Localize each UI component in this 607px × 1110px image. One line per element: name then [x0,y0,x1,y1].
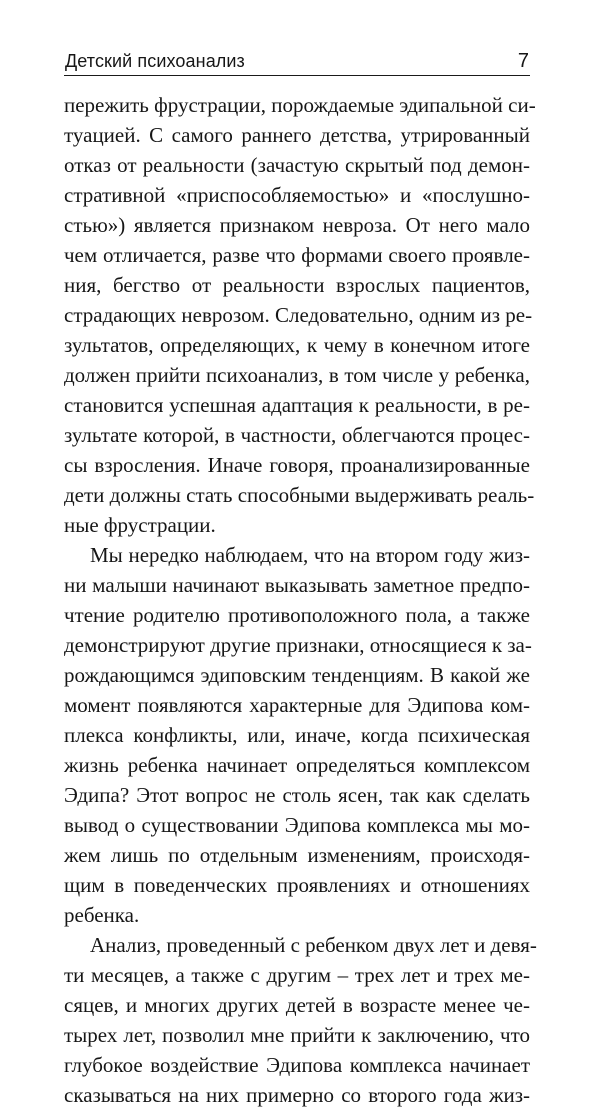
text-line: Анализ, проведенный с ребенком двух лет и девя- [90,933,537,957]
text-line: дети должны стать способными выдерживать реаль- [64,483,535,507]
text-line: туацией. С самого раннего детства, утрированный [64,123,530,147]
text-line: глубокое воздействие Эдипова комплекса начинает [64,1053,530,1077]
text-line: ния, бегство от реальности взрослых пациентов, [64,273,530,297]
text-line: стративной «приспособляемостью» и «послушно- [64,183,530,207]
text-line: тырех лет, позволил мне прийти к заключению, что [64,1023,530,1047]
text-line: ные фрустрации. [64,513,216,537]
paragraph [64,90,536,540]
text-line: щим в поведенческих проявлениях и отношениях [64,873,530,897]
text-line: рождающимся эдиповским тенденциям. В какой же [64,663,530,687]
text-line: зультате которой, в частности, облегчаются процес- [64,423,530,447]
text-line: плекса конфликты, или, иначе, когда психическая [64,723,530,747]
text-line: Эдипа? Этот вопрос не столь ясен, так как сделать [64,783,530,807]
text-line: чтение родителю противоположного пола, а также [64,603,530,627]
text-line: жизнь ребенка начинает определяться комплексом [64,753,530,777]
text-line: ребенка. [64,903,140,927]
text-line: пережить фрустрации, порождаемые эдипальной си- [64,93,536,117]
running-title: Детский психоанализ [65,51,245,71]
text-line: жем лишь по отдельным изменениям, происходя- [64,843,530,867]
text-line: момент появляются характерные для Эдипова ком- [64,693,530,717]
text-line: становится успешная адаптация к реальности, в ре- [64,393,530,417]
text-line: сы взросления. Иначе говоря, проанализированные [64,453,530,477]
text-line: ни малыши начинают выказывать заметное предпо- [64,573,530,597]
text-line: зультатов, определяющих, к чему в конечном итоге [64,333,530,357]
paragraph [64,930,537,1110]
text-line: отказ от реальности (зачастую скрытый под демон- [64,153,530,177]
page-number: 7 [517,50,529,72]
paragraph [64,540,530,930]
text-line: вывод о существовании Эдипова комплекса мы мо- [64,813,530,837]
text-line: страдающих неврозом. Следовательно, одним из ре- [64,303,533,327]
text-line: Мы нередко наблюдаем, что на втором году жиз- [90,543,530,567]
text-line: сказываться на них примерно со второго года жиз- [64,1083,530,1107]
text-line: ти месяцев, а также с другим – трех лет и трех ме- [64,963,530,987]
text-line: чем отличается, разве что формами своего проявле- [64,243,530,267]
text-line: должен прийти психоанализ, в том числе у ребенка, [64,363,530,387]
text-line: стью») является признаком невроза. От него мало [64,213,530,237]
text-line: сяцев, и многих других детей в возрасте менее че- [64,993,530,1017]
running-head [64,49,530,76]
body-text [64,90,537,1110]
text-line: демонстрируют другие признаки, относящиеся к за- [64,633,532,657]
